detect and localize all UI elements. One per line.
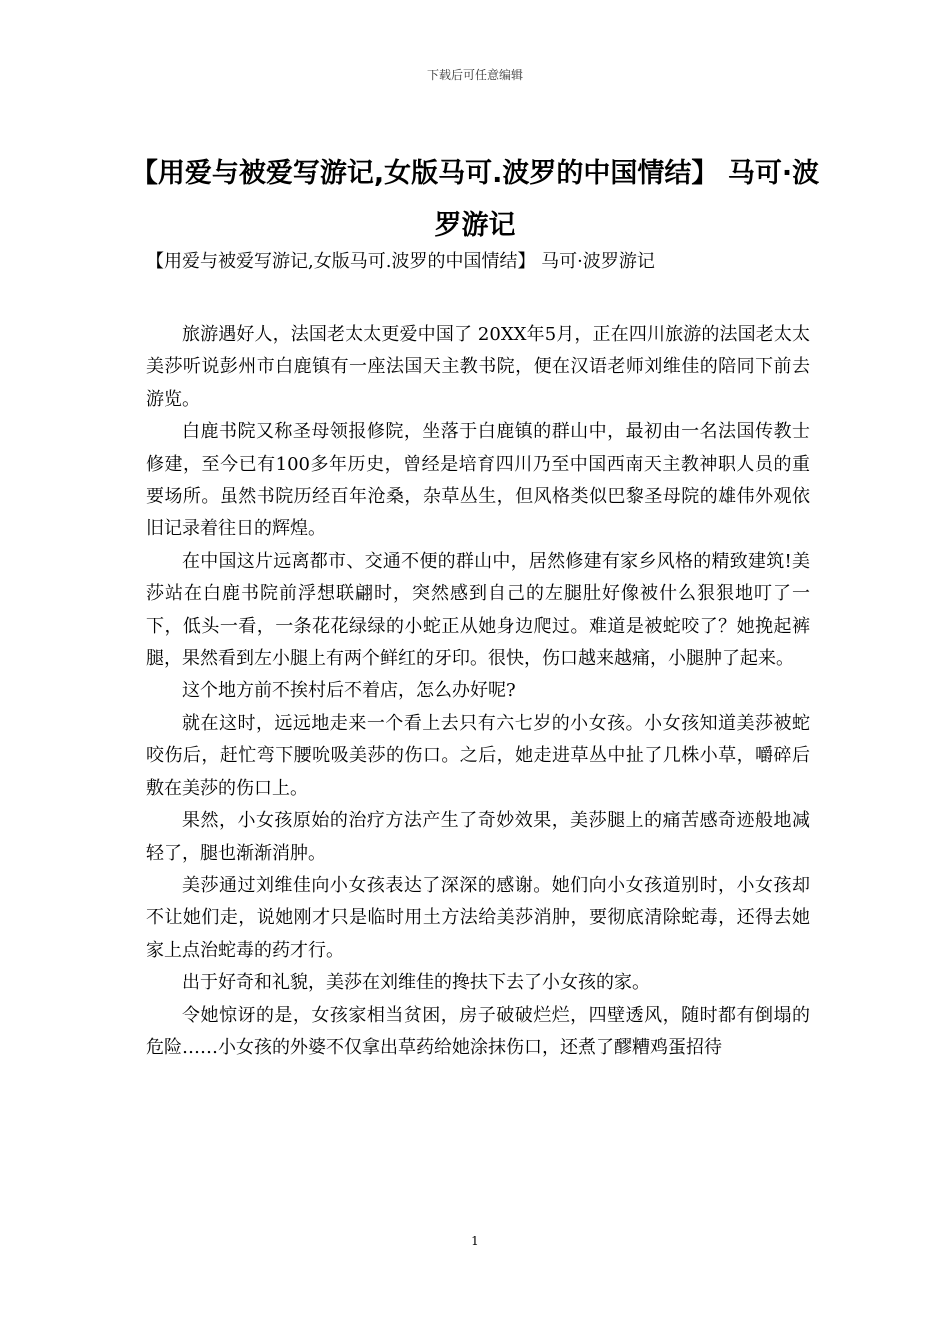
body-paragraph: 就在这时，远远地走来一个看上去只有六七岁的小女孩。小女孩知道美莎被蛇咬伤后，赶忙弯下腰吮吸美莎的伤口。之后，她走进草丛中扯了几株小草，嚼碎后敷在美莎的伤口上。 — [146, 712, 810, 799]
body-paragraph: 美莎通过刘维佳向小女孩表达了深深的感谢。她们向小女孩道别时，小女孩却不让她们走，说她刚才只是临时用土方法给美莎消肿，要彻底清除蛇毒，还得去她家上点治蛇毒的药才行。 — [146, 874, 810, 961]
document-title: 【用爱与被爱写游记,女版马可.波罗的中国情结】 马可·波罗游记 — [130, 158, 820, 241]
document-body — [146, 319, 810, 1064]
body-paragraph: 白鹿书院又称圣母领报修院，坐落于白鹿镇的群山中，最初由一名法国传教士修建，至今已有100多年历史，曾经是培育四川乃至中国西南天主教神职人员的重要场所。虽然书院历经百年沧桑，杂草丛生，但风格类似巴黎圣母院的雄伟外观依旧记录着往日的辉煌。 — [146, 421, 810, 540]
body-paragraph: 旅游遇好人，法国老太太更爱中国了 20XX年5月，正在四川旅游的法国老太太美莎听说彭州市白鹿镇有一座法国天主教书院，便在汉语老师刘维佳的陪同下前去游览。 — [146, 324, 810, 410]
body-paragraph: 出于好奇和礼貌，美莎在刘维佳的搀扶下去了小女孩的家。 — [182, 972, 650, 994]
body-paragraph: 这个地方前不挨村后不着店，怎么办好呢? — [182, 680, 516, 702]
page-header-note: 下载后可任意编辑 — [426, 68, 523, 82]
body-paragraph: 果然，小女孩原始的治疗方法产生了奇妙效果，美莎腿上的痛苦感奇迹般地减轻了，腿也渐渐消肿。 — [146, 810, 810, 864]
page-number: 1 — [471, 1234, 479, 1248]
body-paragraph: 令她惊讶的是，女孩家相当贫困，房子破破烂烂，四壁透风，随时都有倒塌的危险……小女孩的外婆不仅拿出草药给她涂抹伤口，还煮了醪糟鸡蛋招待 — [146, 1004, 810, 1058]
body-paragraph: 在中国这片远离都市、交通不便的群山中，居然修建有家乡风格的精致建筑!美莎站在白鹿书院前浮想联翩时，突然感到自己的左腿肚好像被什么狠狠地叮了一下，低头一看，一条花花绿绿的小蛇正从她身边爬过。难道是被蛇咬了？她挽起裤腿，果然看到左小腿上有两个鲜红的牙印。很快，伤口越来越痛，小腿肿了起来。 — [146, 550, 810, 670]
document-subtitle: 【用爱与被爱写游记,女版马可.波罗的中国情结】 马可·波罗游记 — [146, 251, 655, 272]
